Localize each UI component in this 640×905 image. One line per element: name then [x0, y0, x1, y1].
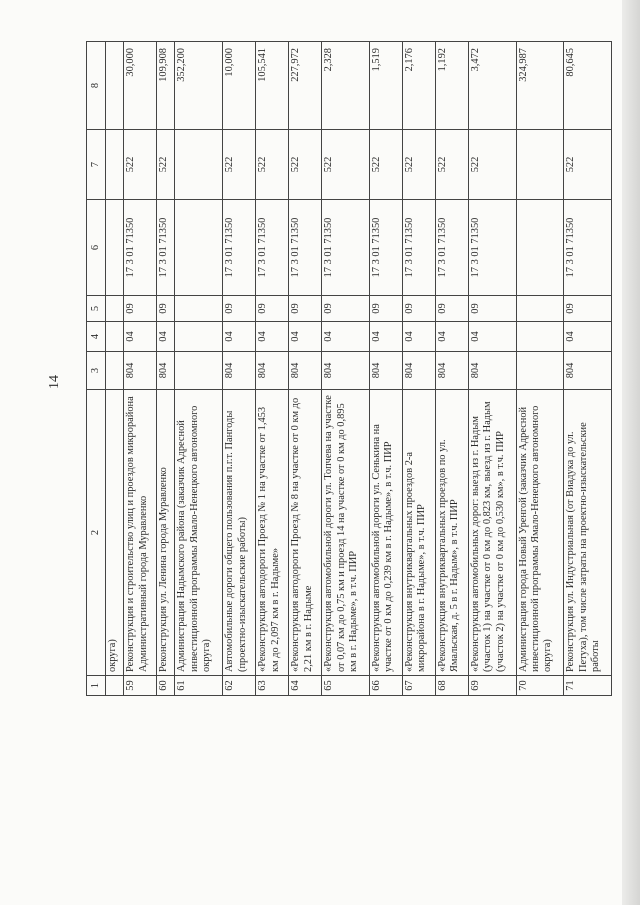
amount-cell: 109,908 — [157, 42, 175, 130]
expense-type-cell: 522 — [223, 130, 256, 200]
table-row — [516, 42, 564, 696]
expense-type-cell: 522 — [322, 130, 370, 200]
header-row — [87, 42, 106, 696]
page-number: 14 — [47, 375, 62, 389]
amount-cell: 80,645 — [564, 42, 612, 130]
amount-cell: 352,200 — [175, 42, 223, 130]
description-cell: «Реконструкция автодороги Проезд № 8 на участке от 0 км до 2,21 км в г. Надыме — [289, 390, 322, 676]
chapter-code-cell: 804 — [402, 352, 435, 390]
expense-type-cell: 522 — [402, 130, 435, 200]
target-article-cell — [516, 200, 564, 296]
section-code-cell — [516, 322, 564, 352]
subsection-code-cell — [516, 296, 564, 322]
expense-type-cell: 522 — [468, 130, 516, 200]
expense-type-cell: 522 — [157, 130, 175, 200]
expense-type-cell: 522 — [256, 130, 289, 200]
subsection-code-cell: 09 — [157, 296, 175, 322]
target-article-cell: 17 3 01 71350 — [256, 200, 289, 296]
table-row — [289, 42, 322, 696]
table-row — [402, 42, 435, 696]
section-code-cell: 04 — [322, 322, 370, 352]
table-row — [256, 42, 289, 696]
subsection-code-cell: 09 — [223, 296, 256, 322]
expense-type-cell — [175, 130, 223, 200]
table-row — [223, 42, 256, 696]
target-article-cell: 17 3 01 71350 — [289, 200, 322, 296]
amount-cell: 1,192 — [435, 42, 468, 130]
description-cell: округа) — [106, 390, 124, 676]
amount-cell: 1,519 — [369, 42, 402, 130]
section-code-cell: 04 — [468, 322, 516, 352]
header-cell: 6 — [87, 200, 106, 296]
amount-cell: 2,328 — [322, 42, 370, 130]
chapter-code-cell: 804 — [564, 352, 612, 390]
header-cell: 2 — [87, 390, 106, 676]
budget-table — [86, 41, 612, 696]
table-row — [369, 42, 402, 696]
section-code-cell: 04 — [124, 322, 157, 352]
target-article-cell: 17 3 01 71350 — [402, 200, 435, 296]
section-code-cell: 04 — [435, 322, 468, 352]
amount-cell: 2,176 — [402, 42, 435, 130]
description-cell: «Реконструкция внутриквартальных проездов по ул. Ямальская, д. 5 в г. Надым», в т.ч. ПИР — [435, 390, 468, 676]
section-code-cell: 04 — [223, 322, 256, 352]
subsection-code-cell: 09 — [369, 296, 402, 322]
row-number-cell: 68 — [435, 676, 468, 696]
header-cell: 3 — [87, 352, 106, 390]
chapter-code-cell: 804 — [468, 352, 516, 390]
subsection-code-cell: 09 — [468, 296, 516, 322]
chapter-code-cell: 804 — [322, 352, 370, 390]
chapter-code-cell: 804 — [369, 352, 402, 390]
row-number-cell: 71 — [564, 676, 612, 696]
description-cell: Реконструкция ул. Ленина города Муравленко — [157, 390, 175, 676]
subsection-code-cell — [175, 296, 223, 322]
header-cell: 4 — [87, 322, 106, 352]
description-cell: «Реконструкция автомобильной дороги ул. Сенькина на участке от 0 км до 0,239 км в г. Надыме», в т.ч. ПИР — [369, 390, 402, 676]
chapter-code-cell: 804 — [289, 352, 322, 390]
target-article-cell: 17 3 01 71350 — [157, 200, 175, 296]
table-row — [322, 42, 370, 696]
chapter-code-cell — [175, 352, 223, 390]
target-article-cell: 17 3 01 71350 — [369, 200, 402, 296]
description-cell: Реконструкция ул. Индустриальная (от Виадука до ул. Петуха), том числе затраты на проектно-изыскательские работы — [564, 390, 612, 676]
expense-type-cell: 522 — [124, 130, 157, 200]
target-article-cell: 17 3 01 71350 — [124, 200, 157, 296]
description-cell: Администрация Надымского района (заказчик Адресной инвестиционной программы Ямало-Ненецкого автономного округа) — [175, 390, 223, 676]
table-row — [175, 42, 223, 696]
row-number-cell: 65 — [322, 676, 370, 696]
row-number-cell: 64 — [289, 676, 322, 696]
table-row — [564, 42, 612, 696]
amount-cell: 30,000 — [124, 42, 157, 130]
chapter-code-cell: 804 — [256, 352, 289, 390]
row-number-cell: 63 — [256, 676, 289, 696]
section-code-cell: 04 — [369, 322, 402, 352]
amount-cell: 227,972 — [289, 42, 322, 130]
row-number-cell: 70 — [516, 676, 564, 696]
header-cell: 5 — [87, 296, 106, 322]
target-article-cell: 17 3 01 71350 — [223, 200, 256, 296]
table-row — [435, 42, 468, 696]
row-number-cell: 67 — [402, 676, 435, 696]
subsection-code-cell: 09 — [322, 296, 370, 322]
chapter-code-cell: 804 — [435, 352, 468, 390]
target-article-cell: 17 3 01 71350 — [435, 200, 468, 296]
chapter-code-cell: 804 — [223, 352, 256, 390]
section-code-cell: 04 — [289, 322, 322, 352]
subsection-code-cell: 09 — [256, 296, 289, 322]
row-number-cell: 59 — [124, 676, 157, 696]
description-cell: «Реконструкция автодороги Проезд № 1 на участке от 1,453 км до 2,097 км в г. Надыме» — [256, 390, 289, 676]
rotated-table-container — [86, 42, 612, 696]
section-code-cell: 04 — [564, 322, 612, 352]
section-code-cell: 04 — [402, 322, 435, 352]
expense-type-cell: 522 — [564, 130, 612, 200]
subsection-code-cell: 09 — [402, 296, 435, 322]
description-cell: «Реконструкция внутриквартальных проездов 2-а микрорайона в г. Надыме», в т.ч. ПИР — [402, 390, 435, 676]
header-cell: 1 — [87, 676, 106, 696]
expense-type-cell — [516, 130, 564, 200]
target-article-cell — [175, 200, 223, 296]
row-number-cell — [106, 676, 124, 696]
chapter-code-cell: 804 — [124, 352, 157, 390]
target-article-cell: 17 3 01 71350 — [468, 200, 516, 296]
header-cell: 8 — [87, 42, 106, 130]
description-cell: Реконструкция и строительство улиц и проездов микрорайона Административный города Муравленко — [124, 390, 157, 676]
continuation-row — [106, 42, 124, 696]
section-code-cell — [175, 322, 223, 352]
description-cell: «Реконструкция автомобильных дорог: выезд из г. Надым (участок 1) на участке от 0 км до 0,823 км, выезд из г. Надым (участок 2) на участке от 0 км до 0,530 км», в т.ч. ПИР — [468, 390, 516, 676]
chapter-code-cell: 804 — [157, 352, 175, 390]
subsection-code-cell: 09 — [124, 296, 157, 322]
amount-cell: 10,000 — [223, 42, 256, 130]
row-number-cell: 69 — [468, 676, 516, 696]
target-article-cell: 17 3 01 71350 — [564, 200, 612, 296]
expense-type-cell: 522 — [369, 130, 402, 200]
section-code-cell: 04 — [256, 322, 289, 352]
chapter-code-cell — [516, 352, 564, 390]
expense-type-cell: 522 — [289, 130, 322, 200]
row-number-cell: 66 — [369, 676, 402, 696]
target-article-cell: 17 3 01 71350 — [322, 200, 370, 296]
subsection-code-cell: 09 — [435, 296, 468, 322]
row-number-cell: 60 — [157, 676, 175, 696]
row-number-cell: 61 — [175, 676, 223, 696]
subsection-code-cell: 09 — [564, 296, 612, 322]
table-row — [124, 42, 157, 696]
amount-cell: 3,472 — [468, 42, 516, 130]
table-row — [157, 42, 175, 696]
page-edge-shadow — [622, 0, 640, 905]
header-cell: 7 — [87, 130, 106, 200]
description-cell: Администрация города Новый Уренгой (заказчик Адресной инвестиционной программы Ямало-Ненецкого автономного округа) — [516, 390, 564, 676]
amount-cell: 324,987 — [516, 42, 564, 130]
description-cell: Автомобильные дороги общего пользования п.г.т. Пангоды (проектно-изыскательские работы) — [223, 390, 256, 676]
table-row — [468, 42, 516, 696]
description-cell: «Реконструкция автомобильной дороги ул. Топчева на участке от 0,07 км до 0,75 км и проезд 14 на участке от 0 км до 0,895 км в г. Надыме», в т.ч. ПИР — [322, 390, 370, 676]
section-code-cell: 04 — [157, 322, 175, 352]
row-number-cell: 62 — [223, 676, 256, 696]
subsection-code-cell: 09 — [289, 296, 322, 322]
expense-type-cell: 522 — [435, 130, 468, 200]
amount-cell: 105,541 — [256, 42, 289, 130]
